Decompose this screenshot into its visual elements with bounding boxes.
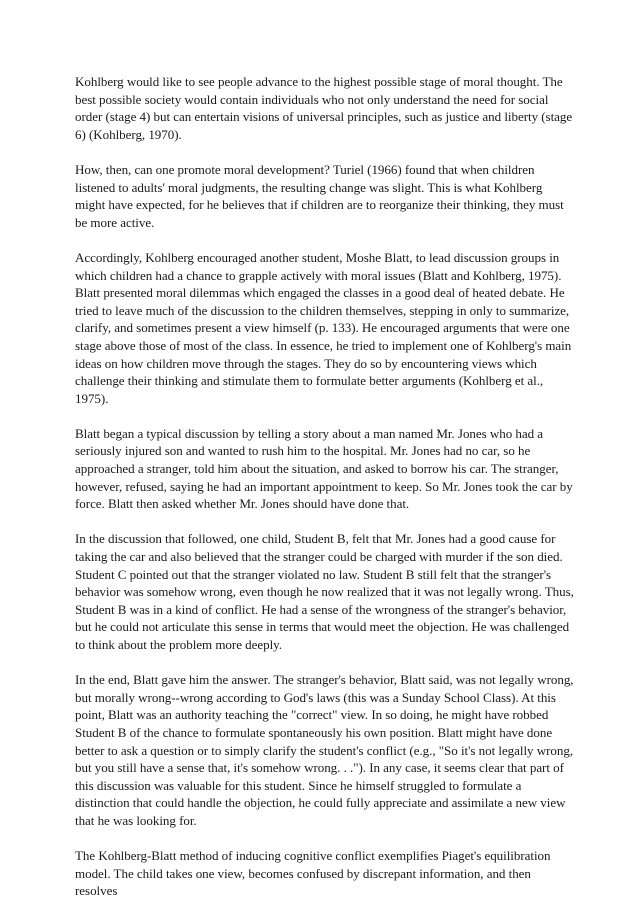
paragraph-equilibration-model: The Kohlberg-Blatt method of inducing cognitive conflict exemplifies Piaget's equilibration model. The child takes one view, becomes confused by discrepant information, and then resolves	[75, 848, 551, 899]
paragraph-blatt-gave-answer: In the end, Blatt gave him the answer. The stranger's behavior, Blatt said, was not legally wrong, but morally wrong--wrong according to God's laws (this was a Sunday School Class). At this point, Blatt was an authority teaching the "correct" view. In so doing, he might have robbed Student B of the chance to formulate spontaneously his own position. Blatt might have done better to ask a question or to simply clarify the student's conflict (e.g., "So it's not legally wrong, but you still have a sense that, it's somehow wrong. . ."). In any case, it seems clear that part of this discussion was valuable for this student. Since he himself struggled to formulate a distinction that could handle the objection, he could fully appreciate and assimilate a new view that he was looking for.	[75, 672, 574, 828]
paragraph-promote-moral-development: How, then, can one promote moral development? Turiel (1966) found that when children listened to adults' moral judgments, the resulting change was slight. This is what Kohlberg might have expected, for he believes that if children are to reorganize their thinking, they must be more active.	[75, 161, 564, 230]
paragraph-blatt-discussion-groups: Accordingly, Kohlberg encouraged another student, Moshe Blatt, to lead discussion groups in which children had a chance to grapple actively with moral issues (Blatt and Kohlberg, 1975). Blatt presented moral dilemmas which engaged the classes in a good deal of heated debate. He tried to leave much of the discussion to the children themselves, stepping in only to summarize, clarify, and sometimes present a view himself (p. 133). He encouraged arguments that were one stage above those of most of the class. In essence, he tried to implement one of Kohlberg's main ideas on how children move through the stages. They do so by encountering views which challenge their thinking and stimulate them to formulate better arguments (Kohlberg et al., 1975).	[75, 249, 572, 406]
paragraph-student-b-conflict: In the discussion that followed, one child, Student B, felt that Mr. Jones had a good cause for taking the car and also believed that the stranger could be charged with murder if the son died. Student C pointed out that the stranger violated no law. Student B still felt that the stranger's behavior was somehow wrong, even though he now realized that it was not legally wrong. Thus, Student B was in a kind of conflict. He had a sense of the wrongness of the stranger's behavior, but he could not articulate this sense in terms that would meet the objection. He was challenged to think about the problem more deeply.	[75, 531, 574, 652]
document-page	[75, 73, 575, 918]
paragraph-mr-jones-story: Blatt began a typical discussion by telling a story about a man named Mr. Jones who had a seriously injured son and wanted to rush him to the hospital. Mr. Jones had no car, so he approached a stranger, told him about the situation, and asked to borrow his car. The stranger, however, refused, saying he had an important appointment to keep. So Mr. Jones took the car by force. Blatt then asked whether Mr. Jones should have done that.	[75, 425, 573, 512]
paragraph-kohlberg-highest-stage: Kohlberg would like to see people advance to the highest possible stage of moral thought. The best possible society would contain individuals who not only understand the need for social order (stage 4) but can entertain visions of universal principles, such as justice and liberty (stage 6) (Kohlberg, 1970).	[75, 74, 573, 142]
